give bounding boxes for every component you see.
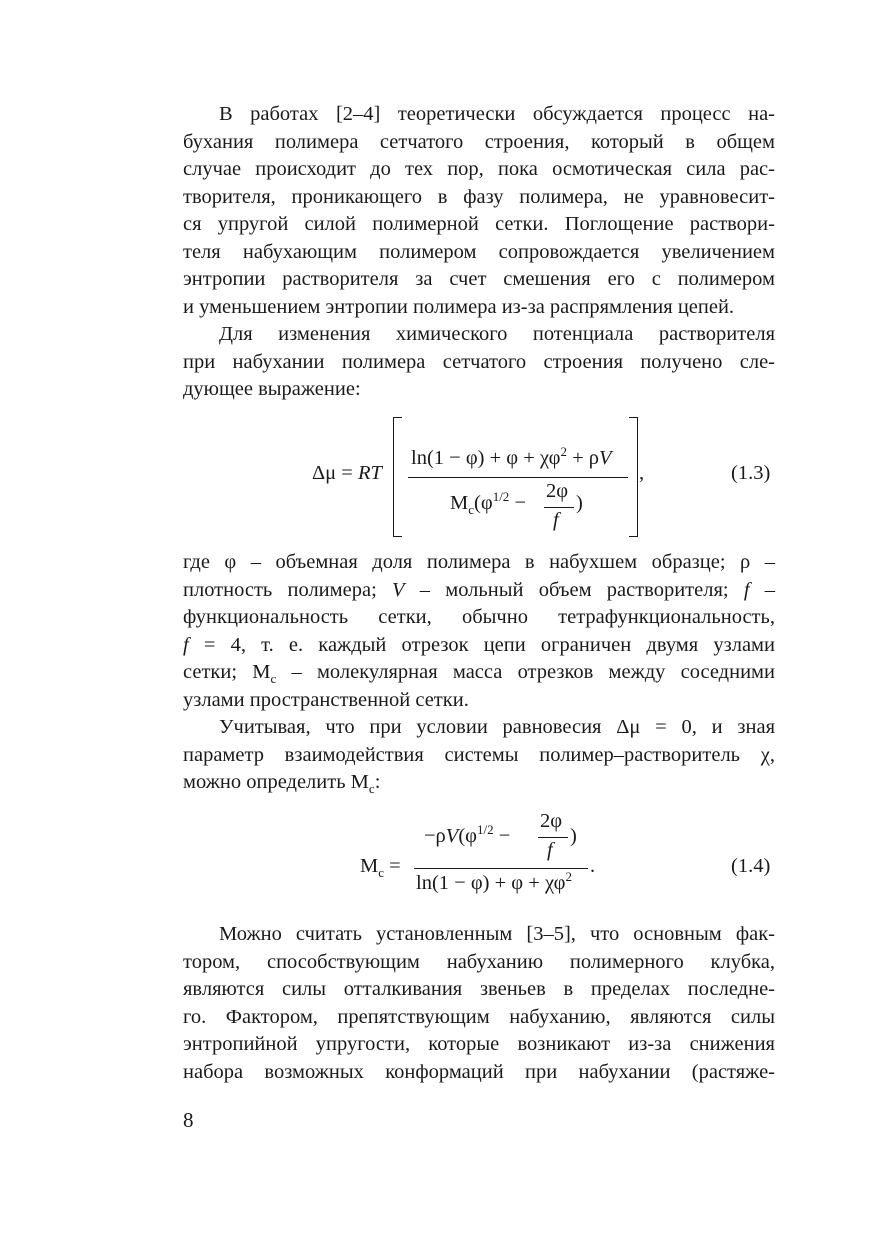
eq14-inner-num: 2φ	[540, 810, 563, 832]
text-line: f = 4, т. е. каждый отрезок цепи ограничен двумя узлами	[183, 633, 775, 656]
eq13-inner-fraction-line	[544, 507, 574, 508]
eq13-close: )	[576, 492, 583, 514]
eq13-fraction-line	[408, 477, 628, 478]
text-line: параметр взаимодействия системы полимер–растворитель χ,	[183, 743, 775, 766]
equation-number: (1.3)	[731, 462, 771, 484]
eq13-comma: ,	[639, 462, 645, 484]
text-line: ся упругой силой полимерной сетки. Поглощение раствори-	[183, 213, 775, 235]
eq14-lhs: $M_c$ =	[360, 855, 401, 881]
left-bracket	[393, 417, 402, 537]
eq13-lhs: Δμ = RT	[312, 462, 382, 484]
text-line: го. Фактором, препятствующим набуханию, являются силы	[183, 1005, 775, 1028]
text-line: являются силы отталкивания звеньев в пределах последне-	[183, 978, 775, 1000]
eq13-numerator: $\ln(1 - \varphi) + \varphi + \chi\varphi^2 + \rho V$	[411, 444, 612, 469]
eq14-dot: .	[590, 855, 596, 877]
text-line: В работах [2–4] теоретически обсуждается процесс на-	[219, 103, 775, 125]
eq14-denominator: $\ln(1 - \varphi) + \varphi + \chi\varphi^2$	[416, 869, 572, 894]
paragraph-2	[183, 321, 775, 404]
text-line: Для изменения химического потенциала растворителя	[219, 323, 775, 345]
text-line: и уменьшением энтропии полимера из-за распрямления цепей.	[183, 295, 735, 318]
text-line: творителя, проникающего в фазу полимера, не уравновесит-	[183, 185, 775, 208]
right-bracket	[629, 417, 638, 537]
text-line: плотность полимера; V – мольный объем растворителя; f –	[183, 578, 776, 601]
eq14-inner-fraction-line	[538, 837, 568, 838]
paragraph-5	[183, 921, 775, 1086]
eq13-inner-den: f	[553, 509, 559, 531]
text-line: энтропии растворителя за счет смешения его с полимером	[183, 268, 775, 290]
text-line: случае происходит до тех пор, пока осмотическая сила рас-	[183, 158, 775, 180]
text-line: теля набухающим полимером сопровождается увеличением	[183, 240, 775, 263]
text-line: функциональность сетки, обычно тетрафункциональность,	[183, 606, 775, 628]
eq13-inner-num: 2φ	[546, 480, 569, 502]
text-line: Учитывая, что при условии равновесия Δμ = 0, и зная	[219, 716, 775, 738]
eq14-inner-den: f	[547, 839, 553, 861]
text-line: узлами пространственной сетки.	[183, 688, 469, 711]
eq14-fraction-line	[414, 868, 588, 869]
text-line: Можно считать установленным [3–5], что основным фак-	[219, 923, 775, 945]
paragraph-1	[183, 101, 775, 321]
text-line: тором, способствующим набуханию полимерного клубка,	[183, 950, 775, 973]
text-line: дующее выражение:	[183, 378, 361, 400]
text-line: можно определить $M_c$:	[183, 771, 381, 797]
eq14-numerator: $-\rho V(\varphi^{1/2}$ −	[424, 822, 511, 847]
text-line: сетки; $M_c$ – молекулярная масса отрезков между соседними	[183, 661, 776, 687]
paragraph-4	[183, 714, 775, 797]
eq14-close: )	[570, 825, 577, 847]
equation-number: (1.4)	[731, 855, 771, 877]
text-line: бухания полимера сетчатого строения, который в общем	[183, 130, 775, 153]
page-number: 8	[183, 1108, 194, 1132]
text-line: набора возможных конформаций при набухании (растяже-	[183, 1060, 775, 1083]
text-line: при набухании полимера сетчатого строения получено сле-	[183, 350, 775, 373]
paragraph-3	[183, 549, 775, 714]
eq13-denominator: $M_c(\varphi^{1/2}$ −	[450, 489, 526, 518]
text-line: энтропийной упругости, которые возникают из-за снижения	[183, 1033, 775, 1055]
text-line: где φ – объемная доля полимера в набухшем образце; ρ –	[183, 551, 775, 573]
